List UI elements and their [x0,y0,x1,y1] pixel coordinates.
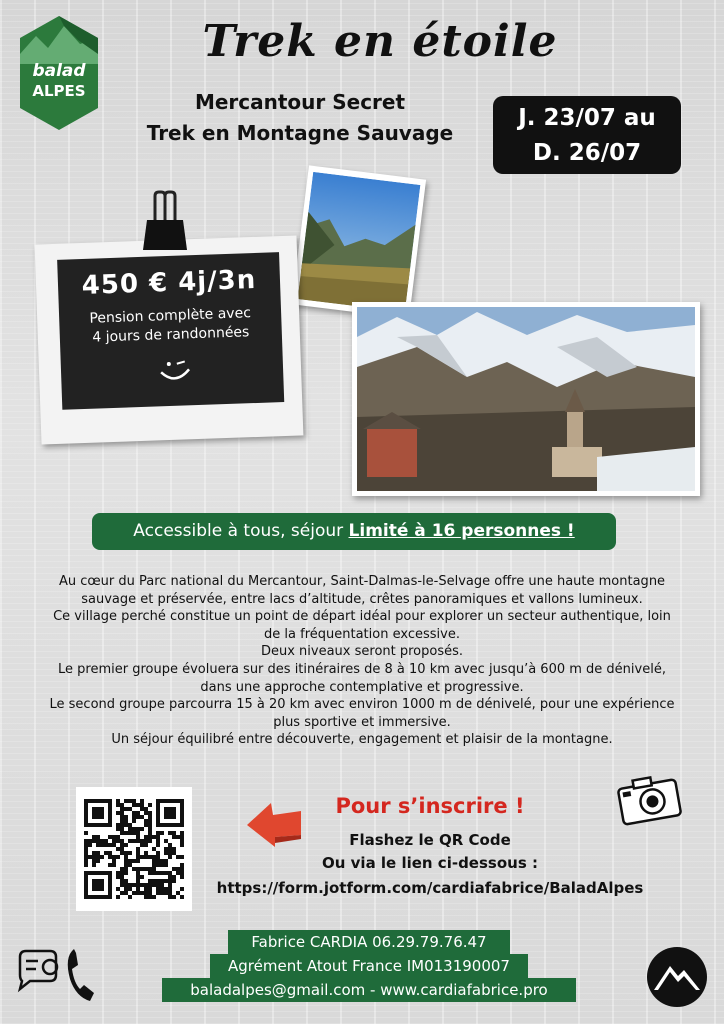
contact-email-site[interactable]: baladalpes@gmail.com - www.cardiafabrice.pro [162,978,576,1002]
desc-line: Le premier groupe évoluera sur des itinéraires de 8 à 10 km avec jusqu’à 600 m de dénivelé, [58,661,666,677]
cta-line1: Flashez le QR Code [349,831,511,849]
description [20,573,704,749]
desc-line: Ce village perché constitue un point de départ idéal pour explorer un secteur authentique, loin [53,609,671,625]
subtitle-line2: Trek en Montagne Sauvage [146,121,454,145]
desc-line: Le second groupe parcourra 15 à 20 km avec environ 1000 m de dénivelé, pour une expérience [49,697,675,713]
balad-alpes-logo [18,14,100,132]
price-card [35,235,304,444]
mountain-icon [646,946,708,1008]
desc-line: Deux niveaux seront proposés. [260,644,464,660]
binder-clip-icon [143,190,187,250]
desc-line: dans une approche contemplative et progressive. [200,679,524,695]
price-desc-line1: Pension complète avec [89,305,252,327]
registration-link[interactable]: https://form.jotform.com/cardiafabrice/BaladAlpes [216,879,644,897]
village-photo [352,302,700,496]
page-title: Trek en étoile [202,16,558,67]
desc-line: sauvage et préservée, entre lacs d’altitude, crêtes panoramiques et vallons lumineux. [81,591,643,607]
contact-icon [16,945,96,1005]
price-value: 450 € 4j/3n [81,264,257,302]
dates-badge [493,96,681,174]
smiley-icon [157,355,194,386]
logo-line2: ALPES [32,82,86,100]
price-board [57,252,284,410]
price-desc-line2: 4 jours de randonnées [92,324,250,346]
dates-line2: D. 26/07 [532,140,642,166]
logo-line1: balad [32,61,86,81]
valley-photo [292,165,426,318]
cta-title: Pour s’inscrire ! [335,794,525,818]
cta-line2: Ou via le lien ci-dessous : [322,854,538,872]
desc-line: Au cœur du Parc national du Mercantour, Saint-Dalmas-le-Selvage offre une haute montagne [58,574,666,589]
banner-strong: Limité à 16 personnes ! [348,521,575,541]
contact-agrement: Agrément Atout France IM013190007 [210,954,528,978]
camera-icon [614,770,684,828]
banner-text: Accessible à tous, séjour [133,521,349,541]
arrow-left-icon [245,797,303,847]
desc-line: Un séjour équilibré entre découverte, engagement et plaisir de la montagne. [111,732,613,748]
capacity-banner [92,513,616,550]
dates-line1: J. 23/07 au [518,105,656,131]
contact-name-phone: Fabrice CARDIA 06.29.79.76.47 [228,930,510,954]
subtitle-line1: Mercantour Secret [194,90,406,114]
desc-line: plus sportive et immersive. [273,714,451,730]
desc-line: de la fréquentation excessive. [264,626,460,642]
